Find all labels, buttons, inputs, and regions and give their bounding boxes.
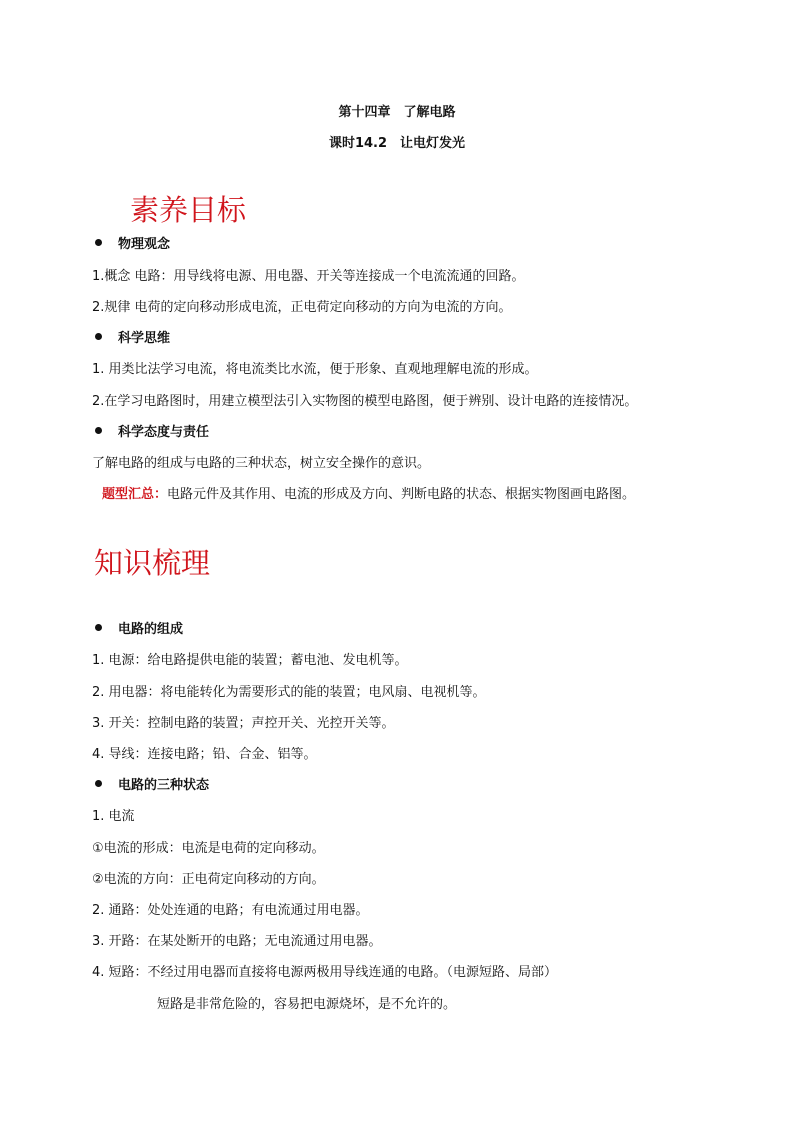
chapter-title: 第十四章 了解电路 bbox=[338, 105, 456, 120]
section-title-knowledge: 知识梳理 bbox=[94, 546, 211, 580]
list-item: 1.概念 电路：用导线将电源、用电器、开关等连接成一个电流流通的回路。 bbox=[92, 269, 525, 284]
lesson-title: 课时14.2 让电灯发光 bbox=[328, 136, 466, 151]
summary-text: 电路元件及其作用、电流的形成及方向、判断电路的状态、根据实物图画电路图。 bbox=[167, 487, 636, 502]
list-item: ②电流的方向：正电荷定向移动的方向。 bbox=[92, 872, 325, 887]
list-item: 4. 导线：连接电路；铅、合金、铝等。 bbox=[92, 747, 317, 762]
section-title-goals: 素养目标 bbox=[130, 193, 247, 227]
bullet-dot-icon bbox=[95, 780, 102, 787]
list-item: 1. 用类比法学习电流，将电流类比水流，便于形象、直观地理解电流的形成。 bbox=[92, 362, 538, 377]
question-type-summary bbox=[102, 486, 635, 504]
list-item: ①电流的形成：电流是电荷的定向移动。 bbox=[92, 841, 325, 856]
bullet-dot-icon bbox=[95, 624, 102, 631]
list-item: 3. 开路：在某处断开的电路；无电流通过用电器。 bbox=[92, 934, 382, 949]
bullet-three-states: 电路的三种状态 bbox=[95, 777, 209, 795]
summary-label: 题型汇总： bbox=[102, 487, 168, 502]
list-item: 2.在学习电路图时，用建立模型法引入实物图的模型电路图，便于辨别、设计电路的连接情况。 bbox=[92, 394, 638, 409]
list-item: 2. 用电器：将电能转化为需要形式的能的装置；电风扇、电视机等。 bbox=[92, 685, 486, 700]
bullet-dot-icon bbox=[95, 239, 102, 246]
list-item: 4. 短路：不经过用电器而直接将电源两极用导线连通的电路。（电源短路、局部） bbox=[92, 965, 558, 980]
bullet-physics-concept: 物理观念 bbox=[95, 236, 170, 254]
list-item: 3. 开关：控制电路的装置；声控开关、光控开关等。 bbox=[92, 716, 395, 731]
short-circuit-note: 短路是非常危险的，容易把电源烧坏，是不允许的。 bbox=[157, 997, 457, 1012]
list-item: 2. 通路：处处连通的电路；有电流通过用电器。 bbox=[92, 903, 369, 918]
list-item: 1. 电源：给电路提供电能的装置；蓄电池、发电机等。 bbox=[92, 653, 408, 668]
list-item: 1. 电流 bbox=[92, 809, 135, 824]
list-item: 了解电路的组成与电路的三种状态，树立安全操作的意识。 bbox=[92, 456, 431, 471]
bullet-dot-icon bbox=[95, 333, 102, 340]
bullet-scientific-thinking: 科学思维 bbox=[95, 330, 170, 348]
bullet-attitude-responsibility: 科学态度与责任 bbox=[95, 424, 209, 442]
bullet-circuit-composition: 电路的组成 bbox=[95, 621, 183, 639]
bullet-dot-icon bbox=[95, 427, 102, 434]
list-item: 2.规律 电荷的定向移动形成电流，正电荷定向移动的方向为电流的方向。 bbox=[92, 300, 512, 315]
